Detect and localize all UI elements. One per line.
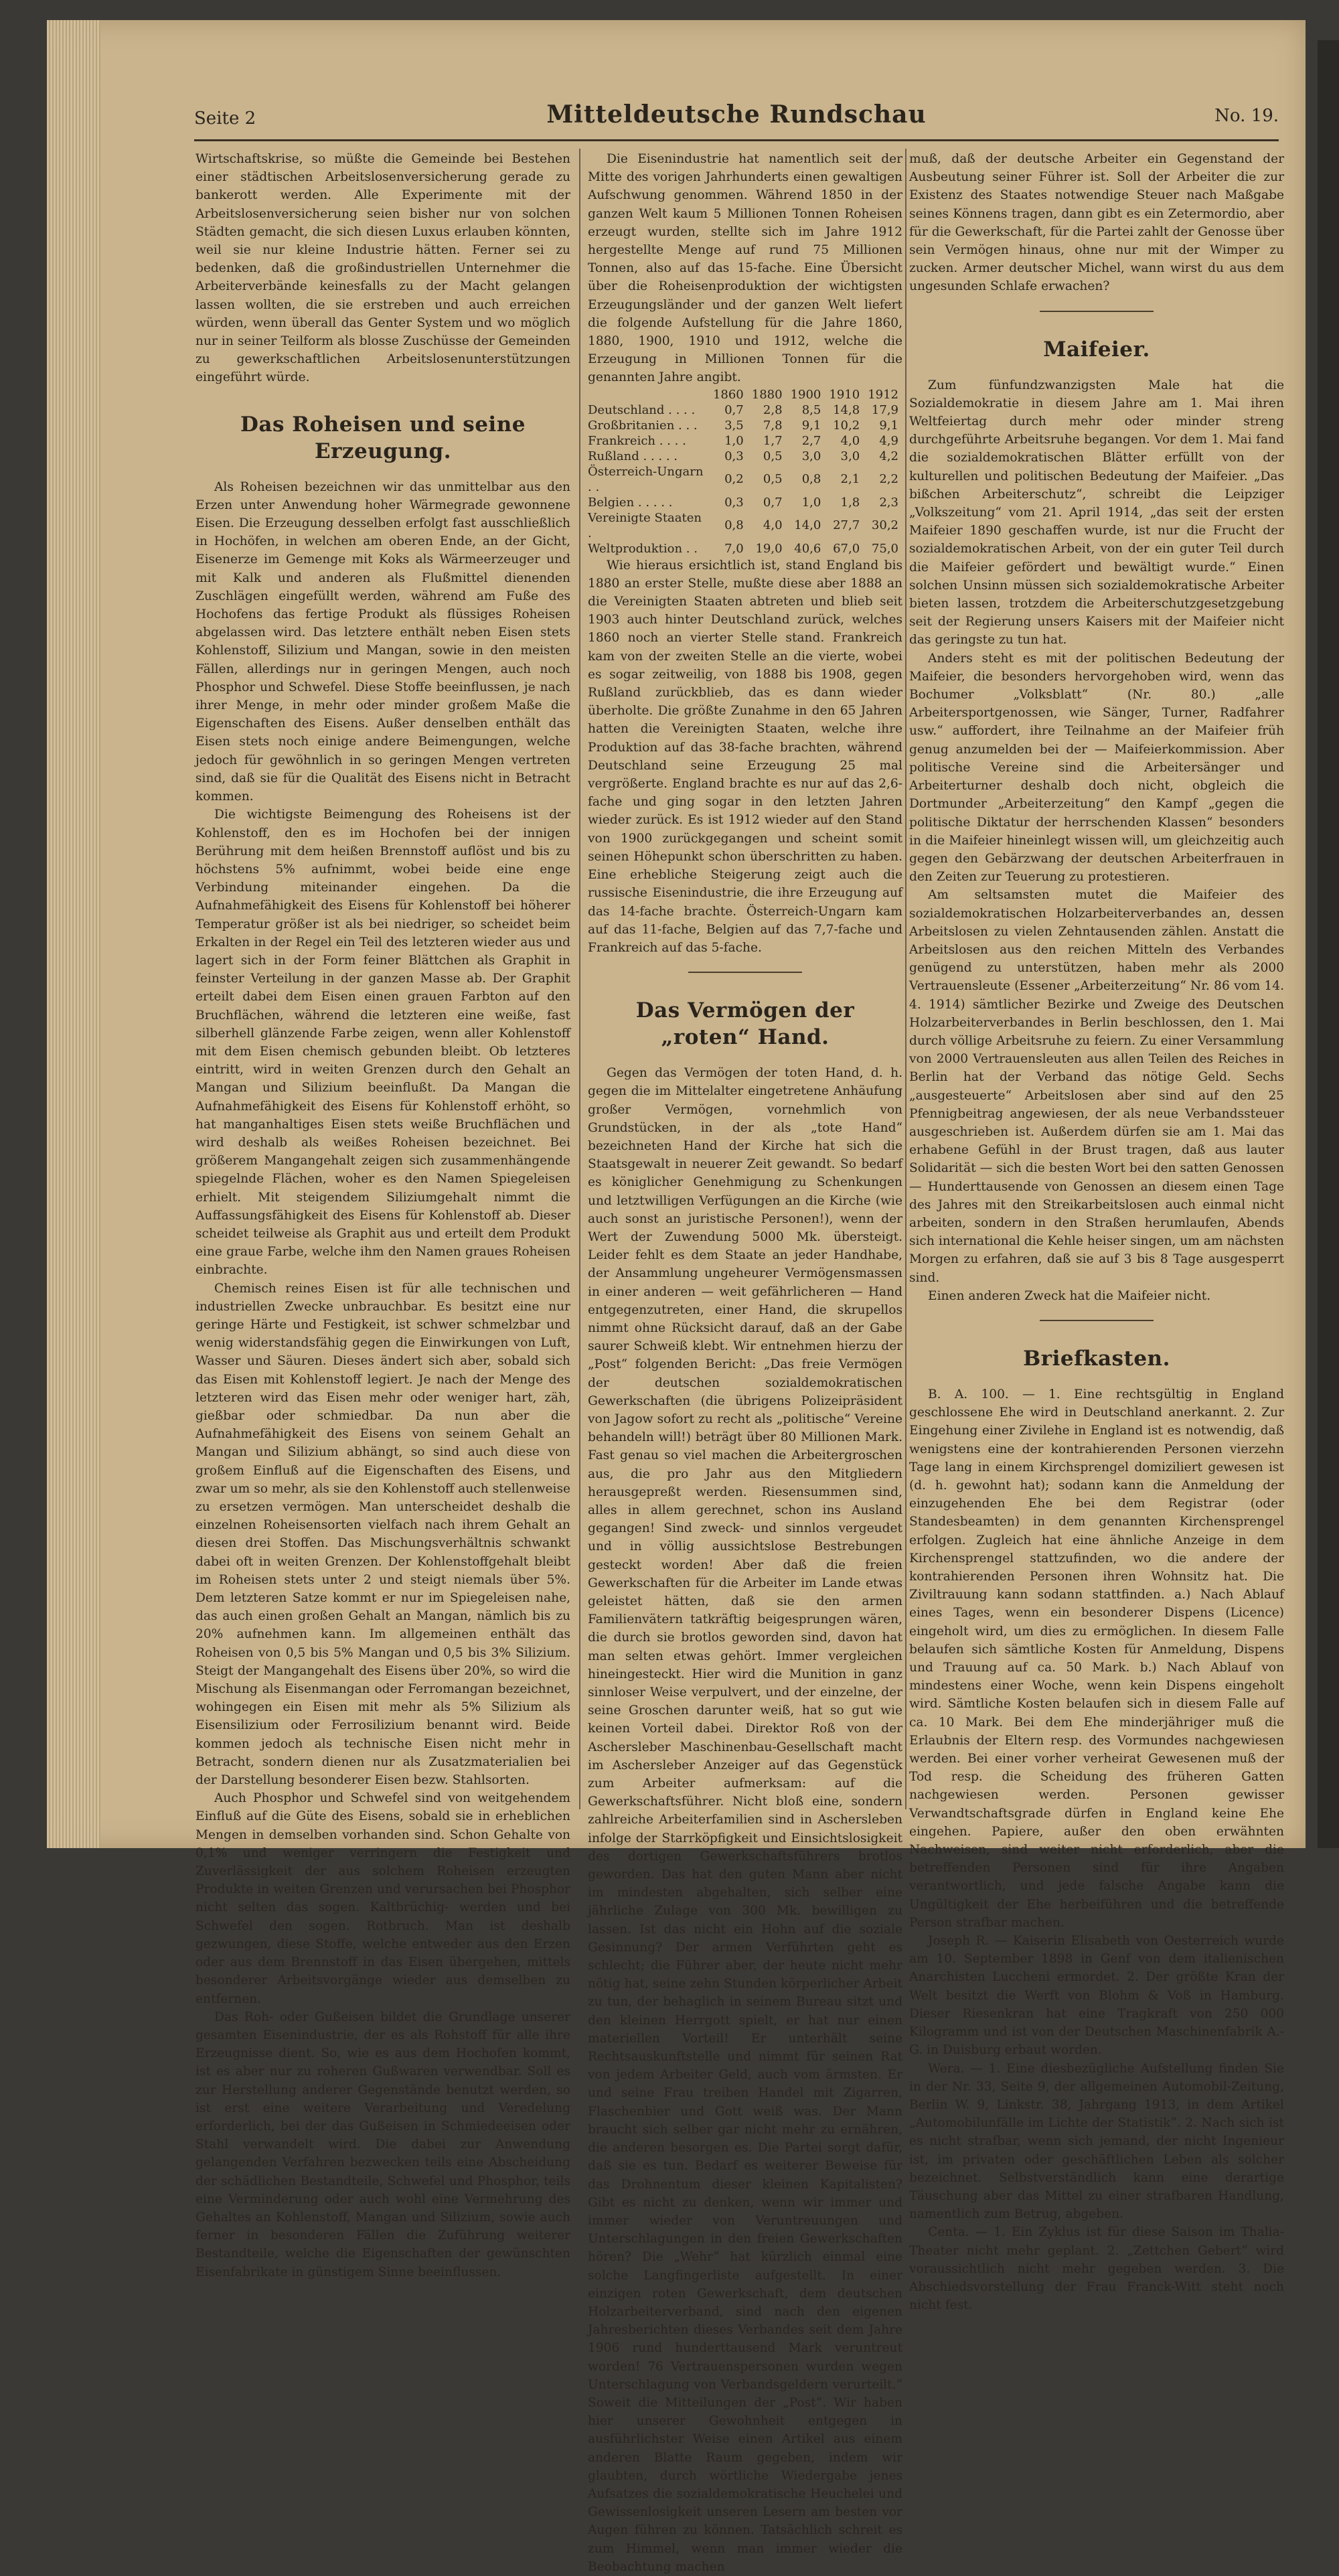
- country-cell: Österreich-Ungarn . .: [588, 464, 704, 494]
- article-text: Wie hieraus ersichtlich ist, stand England bis 1880 an erster Stelle, mußte diese aber 1888 an die Vereinigten Staaten abtreten und blieb seit 1903 auch hinter Deutschland zurück, welches 1860 noch an vierter Stelle stand. Frankreich kam von der zweiten Stelle an die vierte, wobei es sogar zeitweilig, von 1888 bis 1908, gegen Rußland zurückblieb, das es dann wieder überholte. Die größte Zunahme in den 65 Jahren hatten die Vereinigten Staaten, welche ihre Produktion auf das 38-fache brachten, während Deutschland seine Erzeugung 25 mal vergrößerte. England brachte es nur auf das 2,6-fache und ging sogar in den letzten Jahren wieder zurück. Es ist 1912 wieder auf den Stand von 1900 zurückgegangen und scheint somit seinen Höhepunkt schon überschritten zu haben. Eine erhebliche Steigerung zeigt auch die russische Eisenindustrie, die ihre Erzeugung auf das 14-fache brachte. Österreich-Ungarn kam auf das 11-fache, Belgien auf das 7,7-fache und Frankreich auf das 5-fache.: [588, 558, 902, 955]
- page-header: [194, 100, 1279, 141]
- column-middle: [588, 150, 902, 2574]
- value-cell: 17,9: [871, 402, 898, 417]
- value-cell: 40,6: [794, 541, 821, 556]
- value-cell: 14,0: [794, 518, 821, 533]
- article-text: Das Roh- oder Gußeisen bildet die Grundlage unserer gesamten Eisenindustrie, der es als Rohstoff für alle ihre Erzeugnisse dient. So, wie es aus dem Hochofen kommt, ist es aber nur zu roheren Gußwaren verwendbar. Soll es zur Herstellung anderer Gegenstände benutzt werden, so ist erst eine weitere Verarbeitung und Veredelung erforderlich, bei der das Gußeisen in Schmiedeeisen oder Stahl verwandelt wird. Die dabei zur Anwendung gelangenden Verfahren bezwecken teils eine Abscheidung der schädlichen Bestandteile, Schwefel und Phosphor, teils eine Verminderung oder auch wohl eine Vermehrung des Gehaltes an Kohlenstoff, Mangan und Silizium, sowie auch ferner in besonderen Fällen die Zuführung weiterer Bestandteile, welche die Eigenschaften der gewünschten Eisenfabrikate in günstigem Sinne beeinflussen.: [195, 2010, 570, 2279]
- value-cell: 0,8: [724, 518, 744, 533]
- value-cell: 19,0: [755, 541, 783, 556]
- value-cell: 8,5: [801, 402, 821, 417]
- value-cell: 67,0: [833, 541, 860, 556]
- value-cell: 0,3: [724, 449, 744, 463]
- value-cell: 4,2: [879, 449, 898, 463]
- country-cell: Belgien . . . . .: [588, 495, 673, 510]
- article-heading: Briefkasten.: [1023, 1346, 1170, 1371]
- value-cell: 75,0: [871, 541, 898, 556]
- table-header-row: [588, 387, 902, 402]
- column-divider: [579, 149, 580, 1809]
- value-cell: 2,8: [763, 402, 783, 417]
- value-cell: 1,7: [763, 433, 783, 448]
- book-binding: [1318, 40, 1339, 1848]
- table-body: [588, 402, 902, 556]
- article-text: Die Eisenindustrie hat namentlich seit der Mitte des vorigen Jahrhunderts einen gewaltigen Aufschwung genommen. Während 1850 in der ganzen Welt kaum 5 Millionen Tonnen Roheisen erzeugt wurden, stellte sich im Jahre 1912 hergestellte Menge auf rund 75 Millionen Tonnen, also auf das 15-fache. Eine Übersicht über die Roheisenproduktion der wichtigsten Erzeugungsländer und der ganzen Welt liefert die folgende Aufstellung für die Jahre 1860, 1880, 1900, 1910 und 1912, welche die Erzeugung in Millionen Tonnen für die genannten Jahre angibt.: [588, 152, 902, 385]
- value-cell: 4,0: [840, 433, 860, 448]
- column-right: [909, 150, 1284, 2313]
- article-heading: Maifeier.: [1043, 337, 1150, 362]
- table-row: [588, 433, 902, 449]
- table-corner: [588, 387, 709, 402]
- value-cell: 1,0: [801, 495, 821, 510]
- value-cell: 1,8: [840, 495, 860, 510]
- stacked-page-edges: [47, 20, 100, 1848]
- year-header: 1912: [868, 387, 898, 402]
- article-heading: Das Roheisen und seine Erzeugung.: [240, 412, 526, 463]
- country-cell: Frankreich . . . .: [588, 433, 686, 448]
- table-row: [588, 510, 902, 541]
- article-text: Auch Phosphor und Schwefel sind von weitgehendem Einfluß auf die Güte des Eisens, sobald sie in erheblichen Mengen in demselben vorhanden sind. Schon Gehalte von 0,1% und weniger verringern die Festigkeit und Zuverlässigkeit der aus solchem Roheisen erzeugten Produkte in weiten Grenzen und verursachen bei Phosphor nicht selten das sogen. Kaltbrüchig- werden und bei Schwefel den sogen. Rotbruch. Man ist deshalb gezwungen, diese Stoffe, welche entweder aus den Erzen oder aus dem Brennstoff in das Eisen übergehen, mittels besonderer Arbeitsvorgänge wieder aus demselben zu entfernen.: [195, 1791, 570, 2006]
- value-cell: 0,7: [763, 495, 783, 510]
- value-cell: 14,8: [833, 402, 860, 417]
- table-row: [588, 449, 902, 464]
- table-row: [588, 418, 902, 433]
- table-row: [588, 495, 902, 510]
- value-cell: 10,2: [833, 418, 860, 433]
- section-divider: [1040, 1320, 1154, 1321]
- value-cell: 1,0: [724, 433, 744, 448]
- article-text: Chemisch reines Eisen ist für alle technischen und industriellen Zwecke unbrauchbar. Es besitzt eine nur geringe Härte und Festigkeit, ist schwer schmelzbar und wenig widerstandsfähig gegen die Einwirkungen von Luft, Wasser und Säuren. Dieses ändert sich aber, sobald sich das Eisen mit Kohlenstoff legiert. Je nach der Menge des letzteren wird das Eisen mehr oder weniger hart, zäh, gießbar oder schmiedbar. Da nun aber die Aufnahmefähigkeit des Eisens von seinem Gehalt an Mangan und Silizium abhängt, so sind auch diese von großem Einfluß auf die Eigenschaften des Eisens, und zwar um so mehr, als sie den Kohlenstoff auch stellenweise zu ersetzen vermögen. Man unterscheidet deshalb die einzelnen Roheisensorten vielfach nach ihrem Gehalt an diesen drei Stoffen. Das Mischungsverhältnis schwankt dabei oft in weiten Grenzen. Der Kohlenstoffgehalt bleibt im Roheisen stets unter 2 und steigt niemals über 5%. Dem letzteren Satze kommt er nur im Spiegeleisen nahe, das auch einen großen Gehalt an Mangan, nämlich bis zu 20% aufnehmen kann. Im allgemeinen enthält das Roheisen von 0,5 bis 5% Mangan und 0,5 bis 3% Silizium. Steigt der Mangangehalt des Eisens über 20%, so wird die Mischung als Eisenmangan oder Ferromangan bezeichnet, wohingegen ein Eisen mit mehr als 5% Silizium als Eisensilizium oder Ferrosilizium benannt wird. Beide kommen jedoch als technische Eisen nicht mehr in Betracht, sondern dienen nur als Zusatzmaterialien bei der Darstellung besonderer Eisen bezw. Stahlsorten.: [195, 1281, 570, 1788]
- value-cell: 2,1: [840, 472, 860, 487]
- country-cell: Großbritanien . . .: [588, 418, 698, 433]
- country-cell: Vereinigte Staaten .: [588, 510, 702, 540]
- column-left: [195, 150, 570, 2279]
- value-cell: 30,2: [871, 518, 898, 533]
- value-cell: 0,2: [724, 472, 744, 487]
- article-text: Am seltsamsten mutet die Maifeier des sozialdemokratischen Holzarbeiterverbandes an, dessen Arbeitslosen zu vielen Zehntausenden zählen. Anstatt die Arbeitslosen aus den reichen Mitteln des Verbandes genügend zu unterstützen, haben mehr als 2000 Vertrauensleute (Essener „Arbeiterzeitung“ Nr. 86 vom 14. 4. 1914) sämtlicher Bezirke und Zweige des Deutschen Holzarbeiterverbandes in Berlin beschlossen, den 1. Mai durch völlige Arbeitsruhe zu feiern. Zu einer Versammlung von 2000 Vertrauensleuten aus allen Teilen des Reiches in Berlin hat der Verband das nötige Geld. Sechs „ausgesteuerte“ Arbeitslosen aber sind auf den 25 Pfennigbeitrag angewiesen, der als neue Verbandssteuer ausgeschrieben ist. Außerdem dürfen sie am 1. Mai das erhabene Gefühl in der Brust tragen, daß aus lauter Solidarität — sich die besten Wort bei den satten Genossen — Hunderttausende von Genossen an diesem einen Tage des Jahres mit den Streikarbeitslosen auch einmal nicht arbeiten, sondern in den Straßen herumlaufen, Abends sich international die Kehle heiser singen, um am nächsten Morgen zu erfahren, daß sie auf 3 bis 8 Tage ausgesperrt sind.: [909, 888, 1284, 1285]
- page-number: Seite 2: [194, 108, 256, 129]
- table-row: [588, 541, 902, 556]
- article-text: muß, daß der deutsche Arbeiter ein Gegenstand der Ausbeutung seiner Führer ist. Soll der Arbeiter die zur Existenz des Staates notwendige Steuer nach Maßgabe seines Könnens tragen, dann gibt es ein Zetermordio, aber für die Gewerkschaft, für die Partei zahlt der Genosse über sein Vermögen hinaus, ohne nur mit der Wimper zu zucken. Armer deutscher Michel, wann wirst du aus dem ungesunden Schlafe erwachen?: [909, 152, 1284, 294]
- article-heading: Das Vermögen der „roten“ Hand.: [635, 998, 855, 1050]
- article-text: Einen anderen Zweck hat die Maifeier nicht.: [928, 1288, 1211, 1303]
- section-divider: [1040, 311, 1154, 312]
- table-row: [588, 464, 902, 495]
- production-table: [588, 387, 902, 556]
- value-cell: 4,0: [763, 518, 783, 533]
- country-cell: Weltproduktion . .: [588, 541, 698, 556]
- value-cell: 0,5: [763, 472, 783, 487]
- country-cell: Deutschland . . . .: [588, 402, 696, 417]
- value-cell: 3,5: [724, 418, 744, 433]
- article-text: Gegen das Vermögen der toten Hand, d. h. gegen die im Mittelalter eingetretene Anhäufung großer Vermögen, vornehmlich von Grundstücken, in der als „tote Hand“ bezeichneten Hand der Kirche hat sich die Staatsgewalt in neuerer Zeit gewandt. So bedarf es königlicher Genehmigung zu Schenkungen und letztwilligen Verfügungen an die Kirche (wie auch sonst an juristische Personen!), wenn der Wert der Zuwendung 5000 Mk. übersteigt. Leider fehlt es dem Staate an jeder Handhabe, der Ansammlung ungeheurer Vermögensmassen in einer anderen — weit gefährlicheren — Hand entgegenzutreten, einer Hand, die skrupellos nimmt ohne Rücksicht darauf, daß an der Gabe saurer Schweiß klebt. Wir entnehmen hierzu der „Post“ folgenden Bericht: „Das freie Vermögen der deutschen sozialdemokratischen Gewerkschaften (die übrigens Polizeipräsident von Jagow sofort zu recht als „politische“ Vereine behandeln will!) beträgt über 80 Millionen Mark. Fast genau so viel machen die Arbeitergroschen aus, die pro Jahr aus den Mitgliedern herausgepreßt werden. Riesensummen sind, alles in allem gerechnet, schon ins Ausland gegangen! Sind zweck- und sinnlos vergeudet und in völlig aussichtslose Bestrebungen gesteckt worden! Aber daß die freien Gewerkschaften für die Arbeiter im Lande etwas geleistet hätten, daß sie den armen Familienvätern tatkräftig beigesprungen wären, die durch sie brotlos geworden sind, davon hat man selten etwas gehört. Immer vergleichen hineingesteckt. Hier wird die Munition in ganz sinnloser Weise verpulvert, und der einzelne, der seine Groschen darunter weiß, hat so gut wie keinen Vorteil dabei. Direktor Roß von der Aschersleber Maschinenbau-Gesellschaft macht im Aschersleber Anzeiger auf das Gegenstück zum Arbeiter aufmerksam: auf die Gewerkschaftsführer. Nicht bloß eine, sondern zahlreiche Arbeiterfamilien sind in Aschersleben infolge der Starrköpfigkeit und Einsichtslosigkeit des dortigen Gewerkschaftsführers brotlos geworden. Das hat den guten Mann aber nicht im mindesten abgehalten, sich selber eine jährliche Zulage von 300 Mk. bewilligen zu lassen. Ist das nicht ein Hohn auf die soziale Gesinnung? Der armen Verführten geht es schlecht; die Führer aber, der heute nicht mehr nötig hat, seine zehn Stunden körperlicher Arbeit zu tun, der behaglich in seinem Bureau sitzt und den kleinen Herrgott spielt, er hat nur einen materiellen Vorteil! Er unterhält seine Rechtsauskunftstelle und nimmt für seinen Rat von jedem Arbeiter Geld, auch vom ärmsten. Er und seine Frau treiben Handel mit Zigarren, Flaschenbier und Gott weiß was. Der Mann braucht sich selber gar nicht mehr zu ernähren, die anderen besorgen es. Die Partei sorgt dafür, daß sie es tun. Bedarf es weiterer Beweise für das Drohnentum dieser kleinen Kapitalisten? Gibt es nicht zu denken, wenn wir immer und immer wieder von Veruntreuungen und Unterschlagungen in den freien Gewerkschaften hören? Die „Wehr“ hat kürzlich einmal eine solche Langfingerliste aufgestellt. In einer einzigen roten Gewerkschaft, dem deutschen Holzarbeiterverband, sind nach den eigenen Jahresberichten dieses Verbandes seit dem Jahre 1906 rund hunderttausend Mark veruntreut worden! 76 Vertrauenspersonen wurden wegen Unterschlagung von Verbandsgeldern verurteilt.“ Soweit die Mitteilungen der „Post“. Wir haben hier unserer Gewohnheit entgegen in ausführlichster Weise einen Artikel aus einem anderen Blatte Raum gegeben, indem wir glaubten, durch wörtliche Wiedergabe jenes Aufsatzes die sozialdemokratische Heuchelei und Gewissenlosigkeit unseren Lesern am besten vor Augen führen zu können. Tatsächlich schreit es zum Himmel, wenn man immer wieder die Beobachtung machen: [588, 1066, 902, 2574]
- value-cell: 7,0: [724, 541, 744, 556]
- value-cell: 4,9: [879, 433, 898, 448]
- article-text: Joseph R. — Kaiserin Elisabeth von Oesterreich wurde am 10. September 1898 in Genf von dem italienischen Anarchisten Luccheni ermordet. 2. Der größte Kran der Welt besitzt die Werft von Blohm & Voß in Hamburg. Dieser Riesenkran hat eine Tragkraft von 250 000 Kilogramm und ist von der Deutschen Maschinenfabrik A.-G. in Duisburg erbaut worden.: [909, 1934, 1284, 2058]
- value-cell: 27,7: [833, 518, 860, 533]
- country-cell: Rußland . . . . .: [588, 449, 678, 463]
- issue-number: No. 19.: [1214, 106, 1279, 126]
- year-header: 1910: [829, 387, 860, 402]
- masthead-title: Mitteldeutsche Rundschau: [546, 100, 927, 129]
- article-text: B. A. 100. — 1. Eine rechtsgültig in England geschlossene Ehe wird in Deutschland anerkannt. 2. Zur Eingehung einer Zivilehe in England ist es notwendig, daß wenigstens eine der kontrahierenden Personen vierzehn Tage lang in einem Kirchsprengel domiziliert gewesen ist (d. h. gewohnt hat); sodann kann die Anmeldung der einzugehenden Ehe bei dem Registrar (oder Standesbeamten) in dem genannten Kirchensprengel erfolgen. Zugleich hat eine ähnliche Anzeige in dem Kirchensprengel stattzufinden, wo die andere der kontrahierenden Personen ihren Wohnsitz hat. Die Ziviltrauung kann sodann stattfinden. a.) Nach Ablauf eines Tages, wenn ein besonderer Dispens (Licence) eingeholt wird, um dies zu ermöglichen. In diesem Falle belaufen sich sämtliche Kosten für Anmeldung, Dispens und Trauung auf ca. 50 Mark. b.) Nach Ablauf von mindestens einer Woche, wenn kein Dispens eingeholt wird. Sämtliche Kosten belaufen sich in diesem Falle auf ca. 10 Mark. Bei dem Ehe minderjähriger muß die Erlaubnis der Eltern resp. des Vormundes nachgewiesen werden. Bei einer vorher verheirat Gewesenen muß der Tod resp. die Scheidung des früheren Gatten nachgewiesen werden. Personen gewisser Verwandtschaftsgrade dürfen in England keine Ehe eingehen. Papiere, außer den oben erwähnten Nachweisen, sind weiter nicht erforderlich, aber die betreffenden Personen sind für ihre Angaben verantwortlich, und jede falsche Angabe kann die Ungültigkeit der Ehe herbeiführen und die betreffende Person strafbar machen.: [909, 1387, 1284, 1930]
- value-cell: 9,1: [879, 418, 898, 433]
- column-divider: [905, 149, 907, 1809]
- year-header: 1880: [751, 387, 783, 402]
- table-row: [588, 402, 902, 418]
- year-header: 1900: [790, 387, 821, 402]
- value-cell: 0,8: [801, 472, 821, 487]
- article-text: Anders steht es mit der politischen Bedeutung der Maifeier, die besonders hervorgehoben wird, wenn das Bochumer „Volksblatt“ (Nr. 80.) „alle Arbeitersportgenossen, wie Sänger, Turner, Radfahrer usw.“ auffordert, ihre Teilnahme an der Maifeier früh genug anzumelden bei der — Maifeierkommission. Aber politische Vereine sind die Arbeitersänger und Arbeiterturner deshalb doch nicht, obgleich die Dortmunder „Arbeiterzeitung“ den Kampf „gegen die politische Diktatur der herrschenden Klassen“ besonders in die Maifeier hineinlegt wissen will, um gleichzeitig auch gegen den Gebärzwang der deutschen Arbeiterfrauen in den Zeiten zur Teuerung zu protestieren.: [909, 651, 1284, 885]
- article-text: Zum fünfundzwanzigsten Male hat die Sozialdemokratie in diesem Jahre am 1. Mai ihren Weltfeiertag durch mehr oder minder streng durchgeführte Arbeitsruhe begangen. Vor dem 1. Mai fand die sozialdemokratischen Blätter erfüllt von der kulturellen und politischen Bedeutung der Maifeier. „Das bißchen Arbeiterschutz“, schreibt die Leipziger „Volkszeitung“ vom 21. April 1914, „das seit der ersten Maifeier 1890 geschaffen wurde, ist nur die Frucht der sozialdemokratischen Arbeit, von der ein guter Teil durch die Maifeier gefördert und bewältigt wurde.“ Einen solchen Unsinn müssen sich sozialdemokratische Arbeiter bieten lassen, trotzdem die Arbeiterschutzgesetzgebung seit der Regierung unsers Kaisers mit der Maifeier nicht das geringste zu tun hat.: [909, 378, 1284, 648]
- article-text: Centa. — 1. Ein Zyklus ist für diese Saison im Thalia-Theater nicht mehr geplant. 2. „Zettchen Gebert“ wird voraussichtlich nicht mehr gegeben werden. 3. Die Abschiedsvorstellung der Frau Franck-Witt steht noch nicht fest.: [909, 2225, 1284, 2313]
- value-cell: 0,3: [724, 495, 744, 510]
- header-rule: [194, 139, 1279, 141]
- article-text: Wirtschaftskrise, so müßte die Gemeinde bei Bestehen einer städtischen Arbeitslosenversicherung gerade zu bankerott werden. Alle Experimente mit der Arbeitslosenversicherung seien bisher nur von solchen Städten gemacht, die sich diesen Luxus erlauben könnten, weil sie nur kleine Industrie hätten. Ferner sei zu bedenken, daß die großindustriellen Unternehmer die Arbeiterverbände keinesfalls zu der Macht gelangen lassen wollten, die sie erstreben und auch erreichen würden, wenn überall das Genter System und wo möglich nur in seiner Teilform als blosse Zuschüsse der Gemeinden zu gewerkschaftlichen Arbeitslosenunterstützungen eingeführt würde.: [195, 152, 570, 385]
- value-cell: 2,3: [879, 495, 898, 510]
- value-cell: 2,7: [801, 433, 821, 448]
- article-text: Die wichtigste Beimengung des Roheisens ist der Kohlenstoff, den es im Hochofen bei der innigen Berührung mit dem heißen Brennstoff auflöst und bis zu höchstens 5% aufnimmt, wobei beide eine enge Verbindung miteinander eingehen. Da die Aufnahmefähigkeit des Eisens für Kohlenstoff bei höherer Temperatur größer ist als bei niedriger, so scheidet beim Erkalten in der Regel ein Teil des letzteren wieder aus und lagert sich in der Form feiner Blättchen als Graphit in feinster Verteilung in der ganzen Masse ab. Der Graphit erteilt dabei dem Eisen einen grauen Farbton auf den Bruchflächen, während die letzteren eine weiße, fast silberhell glänzende Farbe zeigen, wenn aller Kohlenstoff mit dem Eisen chemisch gebunden bleibt. Ob letzteres eintritt, wird in weiten Grenzen durch den Gehalt an Mangan und Silizium beeinflußt. Da Mangan die Aufnahmefähigkeit des Eisens für Kohlenstoff erhöht, so hat manganhaltiges Eisen stets weiße Bruchflächen und wird deshalb als weißes Roheisen bezeichnet. Bei größerem Mangangehalt zeigen sich zusammenhängende spiegelnde Flächen, woher es den Namen Spiegeleisen erhielt. Mit steigendem Siliziumgehalt nimmt die Auffassungsfähigkeit des Eisens für Kohlenstoff ab. Dieser scheidet teilweise als Graphit aus und erteilt dem Produkt eine graue Farbe, welche ihm den Namen graues Roheisen einbrachte.: [195, 808, 570, 1278]
- value-cell: 3,0: [801, 449, 821, 463]
- section-divider: [688, 972, 802, 973]
- value-cell: 0,7: [724, 402, 744, 417]
- value-cell: 2,2: [879, 472, 898, 487]
- value-cell: 3,0: [840, 449, 860, 463]
- article-text: Als Roheisen bezeichnen wir das unmittelbar aus den Erzen unter Anwendung hoher Wärmegrade gewonnene Eisen. Die Erzeugung desselben erfolgt fast ausschließlich in Hochöfen, in welchen am oberen Ende, an der Gicht, Eisenerze im Gemenge mit Koks als Wärmeerzeuger und mit Kalk und anderen als Flußmittel dienenden Zuschlägen eingefüllt werden, während am Fuße des Hochofens das fertige Produkt als flüssiges Roheisen abgelassen wird. Das letztere enthält neben Eisen stets Kohlenstoff, Silizium und Mangan, sowie in den meisten Fällen, allerdings nur in geringen Mengen, auch noch Phosphor und Schwefel. Diese Stoffe beeinflussen, je nach ihrer Menge, in mehr oder minder großem Maße die Eigenschaften des Eisens. Außer denselben enthält das Eisen stets noch einige andere Beimengungen, welche jedoch für gewöhnlich in so geringen Mengen vertreten sind, daß sie für die Qualität des Eisens nicht in Betracht kommen.: [195, 479, 570, 804]
- value-cell: 7,8: [763, 418, 783, 433]
- year-header: 1860: [712, 387, 744, 402]
- value-cell: 9,1: [801, 418, 821, 433]
- value-cell: 0,5: [763, 449, 783, 463]
- article-text: Wera. — 1. Eine diesbezügliche Aufstellung finden Sie in der Nr. 33, Seite 9, der allgemeinen Automobil-Zeitung, Berlin W. 9, Linkstr. 38, Jahrgang 1913, in dem Artikel „Automobilunfälle im Lichte der Statistik“. 2. Nach sich ist es nicht strafbar, wenn sich jemand, der nicht Ingenieur ist, im privaten oder geschäftlichen Leben als solcher bezeichnet. Selbstverständlich kann eine derartige Täuschung aber das Mittel zu einer strafbaren Handlung, namentlich zum Betrug, abgeben.: [909, 2061, 1284, 2222]
